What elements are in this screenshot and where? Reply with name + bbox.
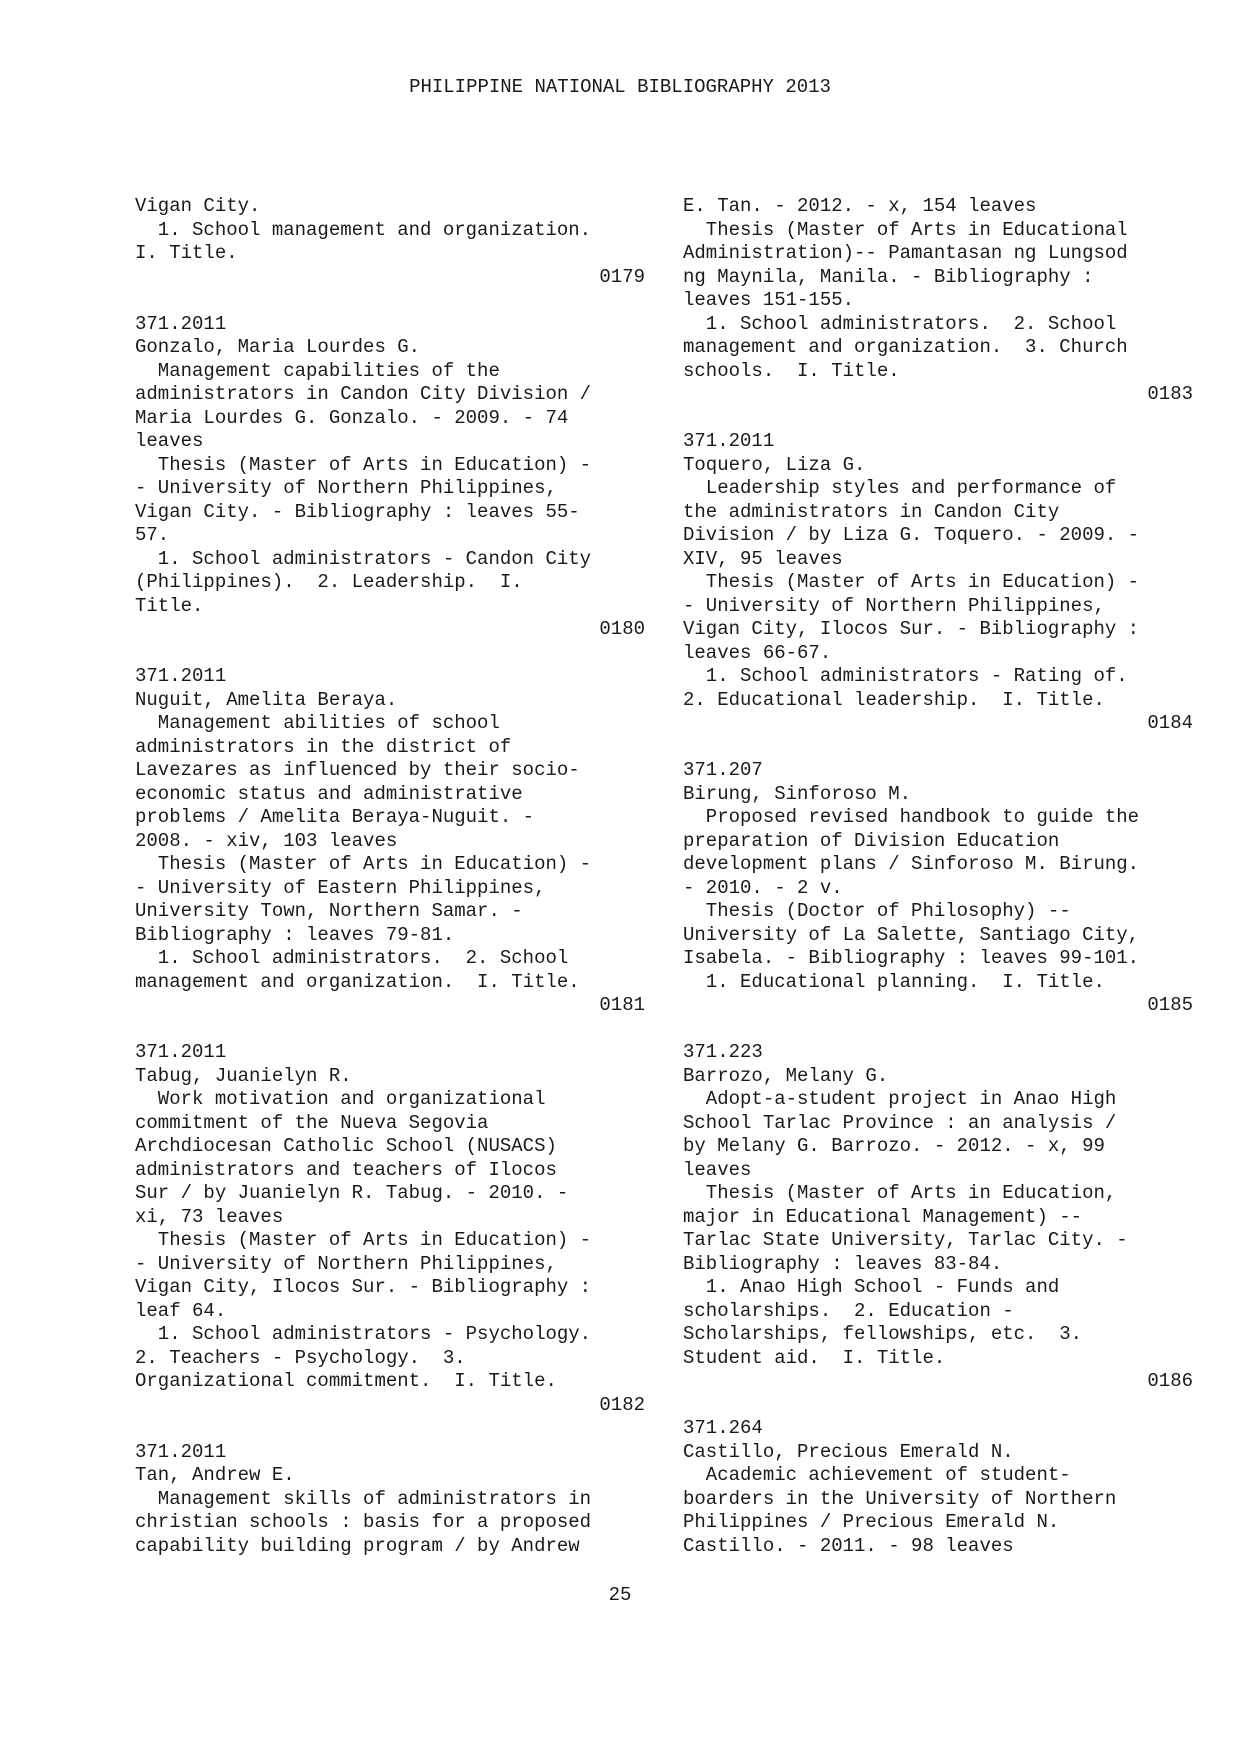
entry-line: E. Tan. - 2012. - x, 154 leaves (683, 195, 1037, 217)
entry-line: Academic achievement of student- (683, 1464, 1071, 1486)
entry-line: 371.2011 (135, 312, 227, 335)
entry-line: Thesis (Master of Arts in Education) - (135, 1229, 592, 1251)
entry-line: Bibliography : leaves 83-84. (683, 1252, 1003, 1275)
entry-line: - University of Northern Philippines, (135, 477, 557, 499)
entry-line (135, 1417, 645, 1441)
entry-line: administrators in Candon City Division / (135, 383, 592, 405)
entry-line: 1. School administrators - Rating of. (683, 665, 1128, 687)
entry-line: Vigan City, Ilocos Sur. - Bibliography : (683, 618, 1140, 640)
entry-line: 2008. - xiv, 103 leaves (135, 829, 398, 852)
entry-line: Bibliography : leaves 79-81. (135, 923, 455, 946)
entry-line: Castillo. - 2011. - 98 leaves (683, 1534, 1014, 1557)
entry-line: Castillo, Precious Emerald N. (683, 1440, 1014, 1463)
entry-line: - University of Northern Philippines, (683, 594, 1105, 617)
entry-line: Proposed revised handbook to guide the (683, 806, 1140, 828)
entry-line: major in Educational Management) -- (683, 1205, 1083, 1228)
entry-line: 371.264 (683, 1417, 763, 1439)
record-number: 0183 (1147, 383, 1193, 405)
entry-line: scholarships. 2. Education - (683, 1299, 1014, 1322)
entry-line: 2. Teachers - Psychology. 3. (135, 1346, 466, 1369)
entry-line: administrators in the district of (135, 735, 512, 758)
entry-line: schools. I. Title. (683, 359, 900, 382)
entry-line: Philippines / Precious Emerald N. (683, 1511, 1060, 1533)
record-number: 0182 (599, 1393, 645, 1416)
record-number: 0179 (599, 265, 645, 288)
entry-line: Lavezares as influenced by their socio- (135, 759, 580, 781)
record-number: 0184 (1147, 712, 1193, 734)
entry-line: Tarlac State University, Tarlac City. - (683, 1229, 1128, 1251)
entry-line (135, 1018, 645, 1042)
entry-line: Vigan City. - Bibliography : leaves 55- (135, 500, 580, 523)
entry-line (683, 407, 1193, 431)
entry-line (683, 736, 1193, 760)
entry-line: 371.2011 (683, 430, 775, 452)
entry-line: Management skills of administrators in (135, 1487, 592, 1510)
entry-line: Thesis (Doctor of Philosophy) -- (683, 900, 1071, 922)
entry-line: leaves (683, 1158, 752, 1181)
entry-line: Organizational commitment. I. Title. (135, 1370, 557, 1392)
entry-line: Tan, Andrew E. (135, 1464, 295, 1486)
entry-line: problems / Amelita Beraya-Nuguit. - (135, 806, 535, 828)
entry-line: 1. School administrators. 2. School (683, 312, 1117, 335)
entry-line: 371.207 (683, 759, 763, 781)
entry-line: Division / by Liza G. Toquero. - 2009. - (683, 524, 1140, 546)
entry-line: management and organization. 3. Church (683, 336, 1128, 358)
entry-line: leaf 64. (135, 1299, 227, 1322)
entry-line: leaves 151-155. (683, 289, 855, 311)
entry-line: - 2010. - 2 v. (683, 876, 843, 899)
entry-line (683, 1018, 1193, 1042)
entry-line: the administrators in Candon City (683, 500, 1060, 523)
entry-line: Archdiocesan Catholic School (NUSACS) (135, 1135, 557, 1157)
entry-line: Title. (135, 594, 204, 617)
entry-line: - University of Eastern Philippines, (135, 876, 546, 899)
entry-line: 1. Educational planning. I. Title. (683, 970, 1105, 993)
entry-line: - University of Northern Philippines, (135, 1252, 557, 1275)
entry-line: development plans / Sinforoso M. Birung. (683, 853, 1140, 875)
entry-line: christian schools : basis for a proposed (135, 1511, 592, 1533)
entry-line: 2. Educational leadership. I. Title. (683, 688, 1105, 711)
entry-line: Sur / by Juanielyn R. Tabug. - 2010. - (135, 1182, 569, 1204)
entry-line: boarders in the University of Northern (683, 1487, 1117, 1510)
entry-line: School Tarlac Province : an analysis / (683, 1111, 1117, 1134)
entry-line: Vigan City, Ilocos Sur. - Bibliography : (135, 1276, 592, 1298)
entry-line: University Town, Northern Samar. - (135, 900, 523, 922)
entry-line: I. Title. (135, 242, 238, 264)
record-number: 0186 (1147, 1370, 1193, 1392)
entry-line: management and organization. I. Title. (135, 970, 580, 993)
entry-line: Nuguit, Amelita Beraya. (135, 688, 398, 711)
entry-line: ng Maynila, Manila. - Bibliography : (683, 265, 1094, 288)
entry-line: Barrozo, Melany G. (683, 1064, 889, 1087)
entry-line: Isabela. - Bibliography : leaves 99-101. (683, 947, 1140, 969)
entry-line: Thesis (Master of Arts in Educational (683, 218, 1128, 241)
entry-line: Adopt-a-student project in Anao High (683, 1088, 1117, 1110)
entry-line: 1. Anao High School - Funds and (683, 1276, 1060, 1298)
entry-line: Management capabilities of the (135, 359, 500, 382)
entry-line: by Melany G. Barrozo. - 2012. - x, 99 (683, 1135, 1105, 1157)
entry-line: commitment of the Nueva Segovia (135, 1111, 489, 1134)
entry-line: leaves 66-67. (683, 641, 832, 664)
right-column (683, 195, 1193, 1558)
entry-line: 371.223 (683, 1041, 763, 1063)
entry-line: 1. School administrators - Candon City (135, 547, 592, 570)
entry-line: Maria Lourdes G. Gonzalo. - 2009. - 74 (135, 406, 569, 429)
left-column (135, 195, 645, 1558)
entry-line: administrators and teachers of Ilocos (135, 1158, 557, 1181)
record-number: 0181 (599, 994, 645, 1016)
entry-line: Student aid. I. Title. (683, 1346, 946, 1369)
entry-line: Gonzalo, Maria Lourdes G. (135, 336, 421, 358)
running-header: PHILIPPINE NATIONAL BIBLIOGRAPHY 2013 (409, 76, 831, 98)
entry-line: Management abilities of school (135, 712, 500, 734)
entry-line (683, 1394, 1193, 1418)
entry-line: University of La Salette, Santiago City, (683, 923, 1140, 946)
entry-line: xi, 73 leaves (135, 1205, 284, 1228)
entry-line: Tabug, Juanielyn R. (135, 1064, 352, 1087)
entry-line: Thesis (Master of Arts in Education) - (135, 453, 592, 476)
entry-line: Leadership styles and performance of (683, 477, 1117, 499)
entry-line: Administration)-- Pamantasan ng Lungsod (683, 242, 1128, 264)
entry-line: Birung, Sinforoso M. (683, 782, 912, 805)
record-number: 0180 (599, 618, 645, 640)
entry-line: 57. (135, 524, 170, 546)
entry-line: 1. School administrators - Psychology. (135, 1323, 592, 1345)
record-number: 0185 (1147, 994, 1193, 1016)
entry-line: Vigan City. (135, 195, 261, 217)
entry-line: 371.2011 (135, 665, 227, 687)
page-number: 25 (608, 1584, 632, 1606)
entry-line: Thesis (Master of Arts in Education, (683, 1182, 1117, 1204)
entry-line: 1. School administrators. 2. School (135, 947, 569, 969)
entry-line: XIV, 95 leaves (683, 547, 843, 570)
entry-line: Thesis (Master of Arts in Education) - (683, 571, 1140, 593)
entry-line: 371.2011 (135, 1041, 227, 1063)
entry-line: preparation of Division Education (683, 829, 1060, 852)
entry-line: economic status and administrative (135, 782, 523, 805)
entry-line: 1. School management and organization. (135, 218, 592, 241)
entry-line (135, 289, 645, 313)
entry-line: capability building program / by Andrew (135, 1534, 580, 1557)
entry-line: Toquero, Liza G. (683, 453, 866, 476)
entry-line: Work motivation and organizational (135, 1088, 546, 1110)
entry-line: Scholarships, fellowships, etc. 3. (683, 1323, 1083, 1345)
entry-line: (Philippines). 2. Leadership. I. (135, 571, 523, 593)
entry-line: 371.2011 (135, 1440, 227, 1463)
entry-line: leaves (135, 430, 204, 452)
entry-line (135, 642, 645, 666)
entry-line: Thesis (Master of Arts in Education) - (135, 853, 592, 875)
